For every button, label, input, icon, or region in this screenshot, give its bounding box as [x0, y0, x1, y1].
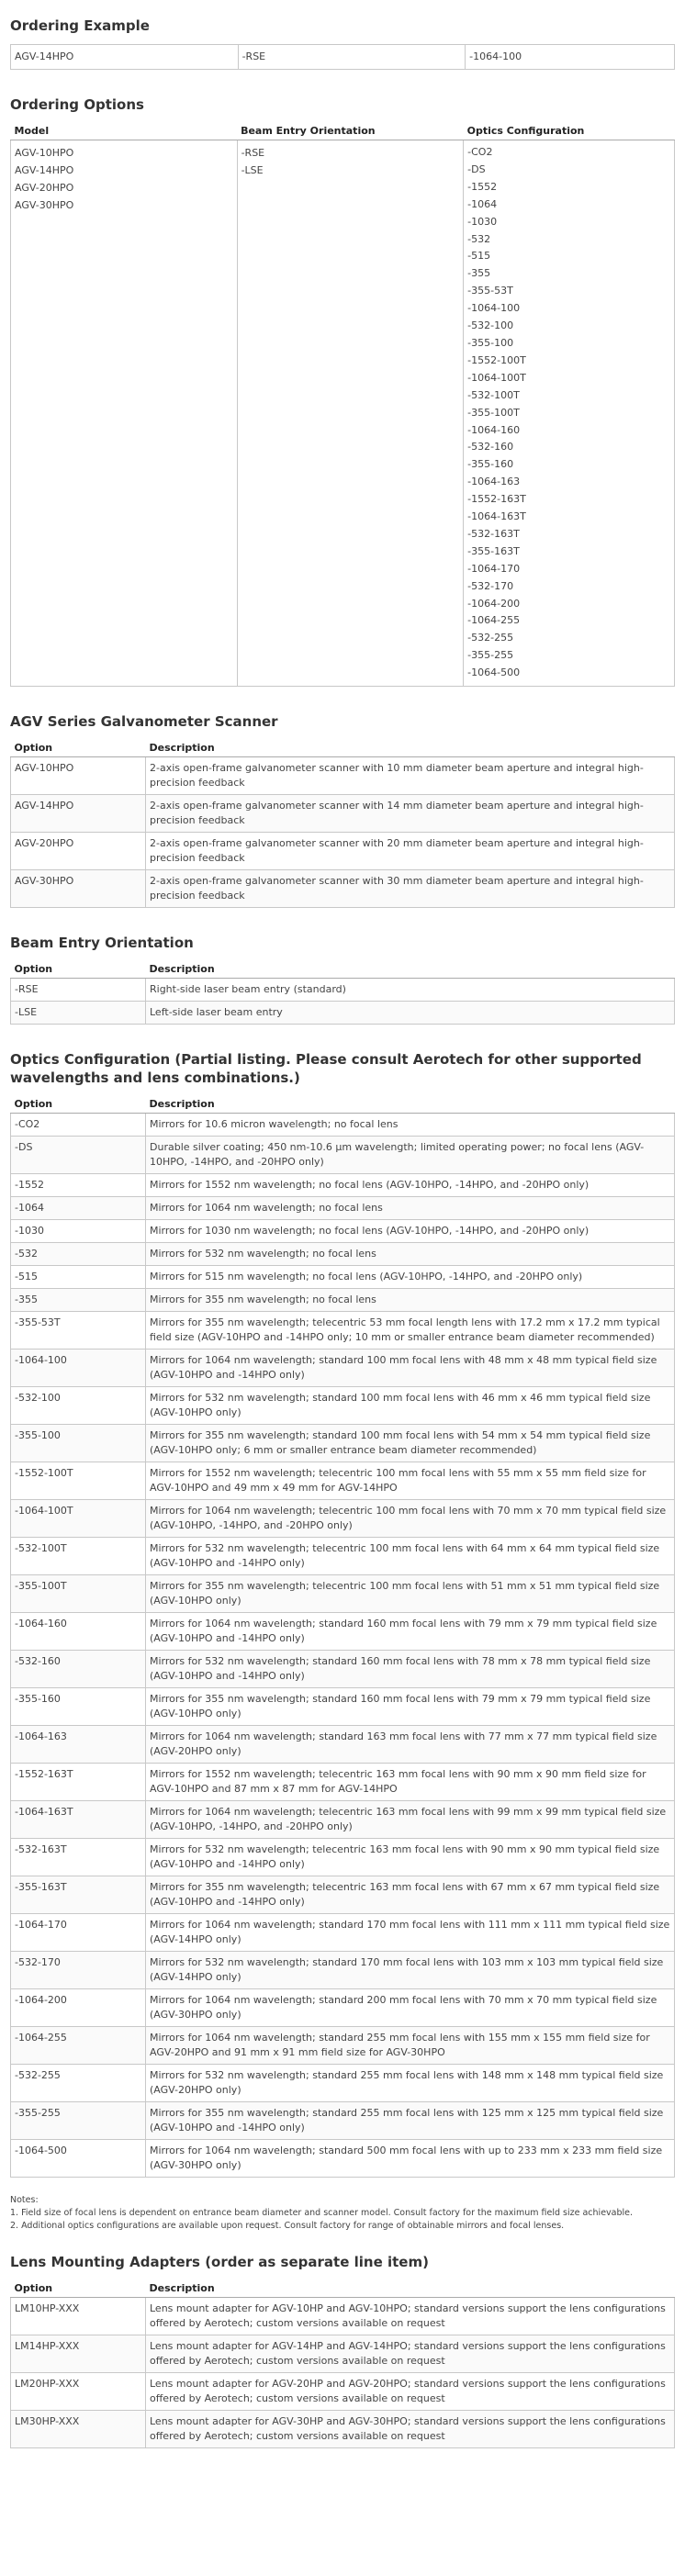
description-cell: Mirrors for 532 nm wavelength; standard 255 mm focal lens with 148 mm x 148 mm typical field size (AGV-20HPO only) — [146, 2065, 675, 2102]
description-cell: Mirrors for 532 nm wavelength; no focal lens — [146, 1243, 675, 1266]
description-cell: Lens mount adapter for AGV-14HP and AGV-14HPO; standard versions support the lens configurations offered by Aerotech; custom versions available on request — [146, 2335, 675, 2373]
table-row — [11, 2298, 675, 2335]
description-cell: Mirrors for 532 nm wavelength; standard 100 mm focal lens with 46 mm x 46 mm typical field size (AGV-10HPO only) — [146, 1387, 675, 1425]
ordering-example-model: AGV-14HPO — [11, 45, 239, 70]
description-cell: Mirrors for 1064 nm wavelength; standard 200 mm focal lens with 70 mm x 70 mm typical field size (AGV-30HPO only) — [146, 1989, 675, 2027]
notes-heading: Notes: — [10, 2195, 39, 2206]
ordering-example-row — [11, 45, 675, 70]
table-row — [11, 1114, 675, 1137]
header-description: Description — [146, 1096, 675, 1114]
beam-entry-body — [11, 979, 675, 1025]
description-cell: Mirrors for 532 nm wavelength; telecentric 163 mm focal lens with 90 mm x 90 mm typical field size (AGV-10HPO and -14HPO only) — [146, 1839, 675, 1876]
header-description: Description — [146, 740, 675, 757]
option-cell: AGV-20HPO — [11, 833, 146, 870]
orientation-item: -LSE — [241, 164, 264, 176]
optics-item: -532-100T — [467, 388, 520, 401]
optics-item: -355 — [467, 267, 491, 280]
table-row — [11, 1914, 675, 1952]
model-item: AGV-14HPO — [15, 164, 74, 176]
notes — [10, 2194, 675, 2233]
optics-config-header-row — [11, 1096, 675, 1114]
ordering-options-table — [10, 123, 675, 687]
scanner-title: AGV Series Galvanometer Scanner — [10, 713, 278, 731]
ordering-example-title: Ordering Example — [10, 17, 150, 34]
optics-item: -355-53T — [467, 285, 513, 297]
table-row — [11, 795, 675, 833]
optics-item: -1064-170 — [467, 562, 521, 575]
table-row — [11, 1651, 675, 1688]
table-row — [11, 979, 675, 1002]
table-row — [11, 1952, 675, 1989]
optics-item: -1552-100T — [467, 353, 526, 366]
lens-adapters-table — [10, 2280, 675, 2448]
description-cell: Mirrors for 355 nm wavelength; telecentric 163 mm focal lens with 67 mm x 67 mm typical field size (AGV-10HPO and -14HPO only) — [146, 1876, 675, 1914]
optics-item: -1064-200 — [467, 597, 521, 610]
option-cell: -1552-100T — [11, 1462, 146, 1500]
header-description: Description — [146, 2280, 675, 2298]
option-cell: LM30HP-XXX — [11, 2411, 146, 2448]
table-row — [11, 2411, 675, 2448]
optics-item: -532-170 — [467, 579, 514, 592]
description-cell: Mirrors for 532 nm wavelength; standard 170 mm focal lens with 103 mm x 103 mm typical field size (AGV-14HPO only) — [146, 1952, 675, 1989]
table-row — [11, 1350, 675, 1387]
table-row — [11, 1688, 675, 1726]
header-option: Option — [11, 740, 146, 757]
option-cell: -1064-255 — [11, 2027, 146, 2065]
optics-config-table — [10, 1096, 675, 2178]
description-cell: Mirrors for 355 nm wavelength; no focal lens — [146, 1289, 675, 1312]
ordering-example-table — [10, 44, 675, 70]
description-cell: Mirrors for 1064 nm wavelength; standard 163 mm focal lens with 77 mm x 77 mm typical field size (AGV-20HPO only) — [146, 1726, 675, 1764]
optics-item: -1064 — [467, 197, 498, 210]
header-option: Option — [11, 1096, 146, 1114]
option-cell: -355-163T — [11, 1876, 146, 1914]
header-model: Model — [11, 123, 238, 140]
optics-item: -355-100T — [467, 406, 520, 419]
table-row — [11, 1876, 675, 1914]
description-cell: 2-axis open-frame galvanometer scanner with 30 mm diameter beam aperture and integral high-precision feedback — [146, 870, 675, 908]
lens-adapters-body — [11, 2298, 675, 2448]
optics-item: -532 — [467, 232, 491, 245]
beam-entry-header-row — [11, 961, 675, 979]
description-cell: Mirrors for 1030 nm wavelength; no focal lens (AGV-10HPO, -14HPO, and -20HPO only) — [146, 1220, 675, 1243]
option-cell: -RSE — [11, 979, 146, 1002]
table-row — [11, 1726, 675, 1764]
ordering-options-row — [11, 140, 675, 687]
option-cell: LM20HP-XXX — [11, 2373, 146, 2411]
optics-item: -515 — [467, 250, 491, 263]
table-row — [11, 2140, 675, 2178]
header-optics: Optics Configuration — [464, 123, 675, 140]
table-row — [11, 2102, 675, 2140]
option-cell: -1064-100 — [11, 1350, 146, 1387]
table-row — [11, 1002, 675, 1025]
optics-item: -355-163T — [467, 544, 520, 557]
description-cell: 2-axis open-frame galvanometer scanner with 10 mm diameter beam aperture and integral high-precision feedback — [146, 757, 675, 795]
optics-item: -1030 — [467, 215, 498, 228]
optics-item: -1552 — [467, 180, 498, 193]
table-row — [11, 833, 675, 870]
description-cell: Mirrors for 1064 nm wavelength; standard 160 mm focal lens with 79 mm x 79 mm typical field size (AGV-10HPO and -14HPO only) — [146, 1613, 675, 1651]
model-item: AGV-30HPO — [15, 199, 74, 211]
table-row — [11, 1266, 675, 1289]
table-row — [11, 1989, 675, 2027]
optics-list — [464, 140, 675, 687]
table-row — [11, 1243, 675, 1266]
description-cell: 2-axis open-frame galvanometer scanner with 20 mm diameter beam aperture and integral high-precision feedback — [146, 833, 675, 870]
option-cell: -532 — [11, 1243, 146, 1266]
table-row — [11, 1197, 675, 1220]
description-cell: Mirrors for 355 nm wavelength; telecentric 53 mm focal length lens with 17.2 mm x 17.2 mm typical field size (AGV-10HPO and -14HPO only; 10 mm or smaller entrance beam diameter recommended) — [146, 1312, 675, 1350]
option-cell: -355-160 — [11, 1688, 146, 1726]
optics-item: -355-100 — [467, 336, 514, 349]
description-cell: Mirrors for 1552 nm wavelength; telecentric 100 mm focal lens with 55 mm x 55 mm field size for AGV-10HPO and 49 mm x 49 mm for AGV-14HPO — [146, 1462, 675, 1500]
lens-adapters-header-row — [11, 2280, 675, 2298]
table-row — [11, 1500, 675, 1538]
option-cell: -1552-163T — [11, 1764, 146, 1801]
description-cell: Mirrors for 1552 nm wavelength; no focal lens (AGV-10HPO, -14HPO, and -20HPO only) — [146, 1174, 675, 1197]
table-row — [11, 1387, 675, 1425]
description-cell: Left-side laser beam entry — [146, 1002, 675, 1025]
table-row — [11, 1137, 675, 1174]
description-cell: Right-side laser beam entry (standard) — [146, 979, 675, 1002]
option-cell: -532-163T — [11, 1839, 146, 1876]
description-cell: Mirrors for 355 nm wavelength; standard 100 mm focal lens with 54 mm x 54 mm typical field size (AGV-10HPO only; 6 mm or smaller entrance beam diameter recommended) — [146, 1425, 675, 1462]
optics-item: -532-100 — [467, 319, 514, 332]
option-cell: -532-170 — [11, 1952, 146, 1989]
description-cell: Mirrors for 1064 nm wavelength; standard 500 mm focal lens with up to 233 mm x 233 mm field size (AGV-30HPO only) — [146, 2140, 675, 2178]
description-cell: Mirrors for 1552 nm wavelength; telecentric 163 mm focal lens with 90 mm x 90 mm field size for AGV-10HPO and 87 mm x 87 mm for AGV-14HPO — [146, 1764, 675, 1801]
optics-item: -1064-100T — [467, 371, 526, 384]
table-row — [11, 2065, 675, 2102]
table-row — [11, 1764, 675, 1801]
option-cell: -1064-163 — [11, 1726, 146, 1764]
description-cell: Lens mount adapter for AGV-20HP and AGV-20HPO; standard versions support the lens configurations offered by Aerotech; custom versions available on request — [146, 2373, 675, 2411]
description-cell: Mirrors for 1064 nm wavelength; telecentric 100 mm focal lens with 70 mm x 70 mm typical field size (AGV-10HPO, -14HPO, and -20HPO only) — [146, 1500, 675, 1538]
description-cell: Mirrors for 355 nm wavelength; standard 255 mm focal lens with 125 mm x 125 mm typical field size (AGV-10HPO and -14HPO only) — [146, 2102, 675, 2140]
option-cell: -1064-170 — [11, 1914, 146, 1952]
scanner-table — [10, 740, 675, 908]
option-cell: LM14HP-XXX — [11, 2335, 146, 2373]
option-cell: -355-100 — [11, 1425, 146, 1462]
header-option: Option — [11, 961, 146, 979]
note-2: 2. Additional optics configurations are available upon request. Consult factory for range of obtainable mirrors and focal lenses. — [10, 2221, 565, 2232]
beam-entry-title: Beam Entry Orientation — [10, 935, 194, 952]
table-row — [11, 1801, 675, 1839]
description-cell: Mirrors for 1064 nm wavelength; no focal lens — [146, 1197, 675, 1220]
option-cell: -LSE — [11, 1002, 146, 1025]
table-row — [11, 1174, 675, 1197]
ordering-options-section — [10, 95, 675, 687]
optics-config-body — [11, 1114, 675, 2178]
optics-item: -1064-160 — [467, 423, 521, 436]
scanner-header-row — [11, 740, 675, 757]
table-row — [11, 1575, 675, 1613]
scanner-body — [11, 757, 675, 908]
option-cell: -532-160 — [11, 1651, 146, 1688]
table-row — [11, 2335, 675, 2373]
table-row — [11, 2373, 675, 2411]
orientation-item: -RSE — [241, 147, 265, 159]
description-cell: Durable silver coating; 450 nm-10.6 µm wavelength; limited operating power; no focal lens (AGV-10HPO, -14HPO, and -20HPO only) — [146, 1137, 675, 1174]
ordering-example-orientation: -RSE — [238, 45, 466, 70]
option-cell: -1064-500 — [11, 2140, 146, 2178]
description-cell: Mirrors for 355 nm wavelength; telecentric 100 mm focal lens with 51 mm x 51 mm typical field size (AGV-10HPO only) — [146, 1575, 675, 1613]
description-cell: Lens mount adapter for AGV-30HP and AGV-30HPO; standard versions support the lens configurations offered by Aerotech; custom versions available on request — [146, 2411, 675, 2448]
option-cell: AGV-14HPO — [11, 795, 146, 833]
header-description: Description — [146, 961, 675, 979]
option-cell: -532-100 — [11, 1387, 146, 1425]
table-row — [11, 757, 675, 795]
description-cell: Lens mount adapter for AGV-10HP and AGV-10HPO; standard versions support the lens configurations offered by Aerotech; custom versions available on request — [146, 2298, 675, 2335]
optics-config-section — [10, 1050, 675, 2178]
description-cell: Mirrors for 532 nm wavelength; telecentric 100 mm focal lens with 64 mm x 64 mm typical field size (AGV-10HPO and -14HPO only) — [146, 1538, 675, 1575]
description-cell: Mirrors for 355 nm wavelength; standard 160 mm focal lens with 79 mm x 79 mm typical field size (AGV-10HPO only) — [146, 1688, 675, 1726]
ordering-options-header-row — [11, 123, 675, 140]
option-cell: -532-100T — [11, 1538, 146, 1575]
option-cell: -515 — [11, 1266, 146, 1289]
option-cell: -355-255 — [11, 2102, 146, 2140]
orientations-list — [237, 140, 464, 687]
option-cell: -1064 — [11, 1197, 146, 1220]
model-item: AGV-10HPO — [15, 147, 74, 159]
description-cell: 2-axis open-frame galvanometer scanner with 14 mm diameter beam aperture and integral high-precision feedback — [146, 795, 675, 833]
table-row — [11, 1462, 675, 1500]
scanner-section — [10, 712, 675, 908]
description-cell: Mirrors for 1064 nm wavelength; standard 170 mm focal lens with 111 mm x 111 mm typical field size (AGV-14HPO only) — [146, 1914, 675, 1952]
model-item: AGV-20HPO — [15, 182, 74, 194]
header-option: Option — [11, 2280, 146, 2298]
option-cell: -355-53T — [11, 1312, 146, 1350]
table-row — [11, 1312, 675, 1350]
option-cell: AGV-30HPO — [11, 870, 146, 908]
option-cell: -355 — [11, 1289, 146, 1312]
description-cell: Mirrors for 1064 nm wavelength; standard 100 mm focal lens with 48 mm x 48 mm typical field size (AGV-10HPO and -14HPO only) — [146, 1350, 675, 1387]
optics-item: -355-255 — [467, 649, 514, 662]
optics-item: -1552-163T — [467, 493, 526, 506]
optics-item: -1064-163 — [467, 476, 521, 488]
optics-item: -1064-163T — [467, 510, 526, 523]
option-cell: -1064-200 — [11, 1989, 146, 2027]
models-list — [11, 140, 238, 687]
optics-item: -532-160 — [467, 441, 514, 454]
beam-entry-table — [10, 961, 675, 1025]
option-cell: -1030 — [11, 1220, 146, 1243]
optics-item: -1064-500 — [467, 666, 521, 679]
optics-item: -DS — [467, 162, 486, 175]
lens-adapters-section — [10, 2253, 675, 2448]
option-cell: LM10HP-XXX — [11, 2298, 146, 2335]
lens-adapters-title: Lens Mounting Adapters (order as separate line item) — [10, 2254, 429, 2271]
description-cell: Mirrors for 532 nm wavelength; standard 160 mm focal lens with 78 mm x 78 mm typical field size (AGV-10HPO and -14HPO only) — [146, 1651, 675, 1688]
option-cell: -CO2 — [11, 1114, 146, 1137]
option-cell: -355-100T — [11, 1575, 146, 1613]
option-cell: -1064-100T — [11, 1500, 146, 1538]
optics-item: -532-163T — [467, 527, 520, 540]
optics-config-title: Optics Configuration (Partial listing. Please consult Aerotech for other supported wavelengths and lens combinations.) — [10, 1051, 642, 1087]
description-cell: Mirrors for 1064 nm wavelength; standard 255 mm focal lens with 155 mm x 155 mm field size for AGV-20HPO and 91 mm x 91 mm field size for AGV-30HPO — [146, 2027, 675, 2065]
optics-item: -CO2 — [467, 146, 493, 158]
table-row — [11, 1613, 675, 1651]
table-row — [11, 870, 675, 908]
page — [10, 0, 675, 2492]
beam-entry-section — [10, 934, 675, 1025]
option-cell: -1064-160 — [11, 1613, 146, 1651]
option-cell: -1064-163T — [11, 1801, 146, 1839]
header-beam-entry: Beam Entry Orientation — [237, 123, 464, 140]
table-row — [11, 1538, 675, 1575]
optics-item: -1064-255 — [467, 614, 521, 627]
description-cell: Mirrors for 10.6 micron wavelength; no focal lens — [146, 1114, 675, 1137]
table-row — [11, 2027, 675, 2065]
option-cell: AGV-10HPO — [11, 757, 146, 795]
optics-item: -1064-100 — [467, 302, 521, 315]
option-cell: -532-255 — [11, 2065, 146, 2102]
ordering-example-optics: -1064-100 — [466, 45, 675, 70]
description-cell: Mirrors for 515 nm wavelength; no focal lens (AGV-10HPO, -14HPO, and -20HPO only) — [146, 1266, 675, 1289]
table-row — [11, 1839, 675, 1876]
optics-item: -355-160 — [467, 458, 514, 471]
ordering-options-title: Ordering Options — [10, 96, 144, 113]
table-row — [11, 1425, 675, 1462]
ordering-example-section — [10, 17, 675, 70]
option-cell: -1552 — [11, 1174, 146, 1197]
note-1: 1. Field size of focal lens is dependent on entrance beam diameter and scanner model. Consult factory for the maximum field size achievable. — [10, 2208, 634, 2219]
optics-item: -532-255 — [467, 632, 514, 644]
table-row — [11, 1289, 675, 1312]
table-row — [11, 1220, 675, 1243]
description-cell: Mirrors for 1064 nm wavelength; telecentric 163 mm focal lens with 99 mm x 99 mm typical field size (AGV-10HPO, -14HPO, and -20HPO only) — [146, 1801, 675, 1839]
option-cell: -DS — [11, 1137, 146, 1174]
